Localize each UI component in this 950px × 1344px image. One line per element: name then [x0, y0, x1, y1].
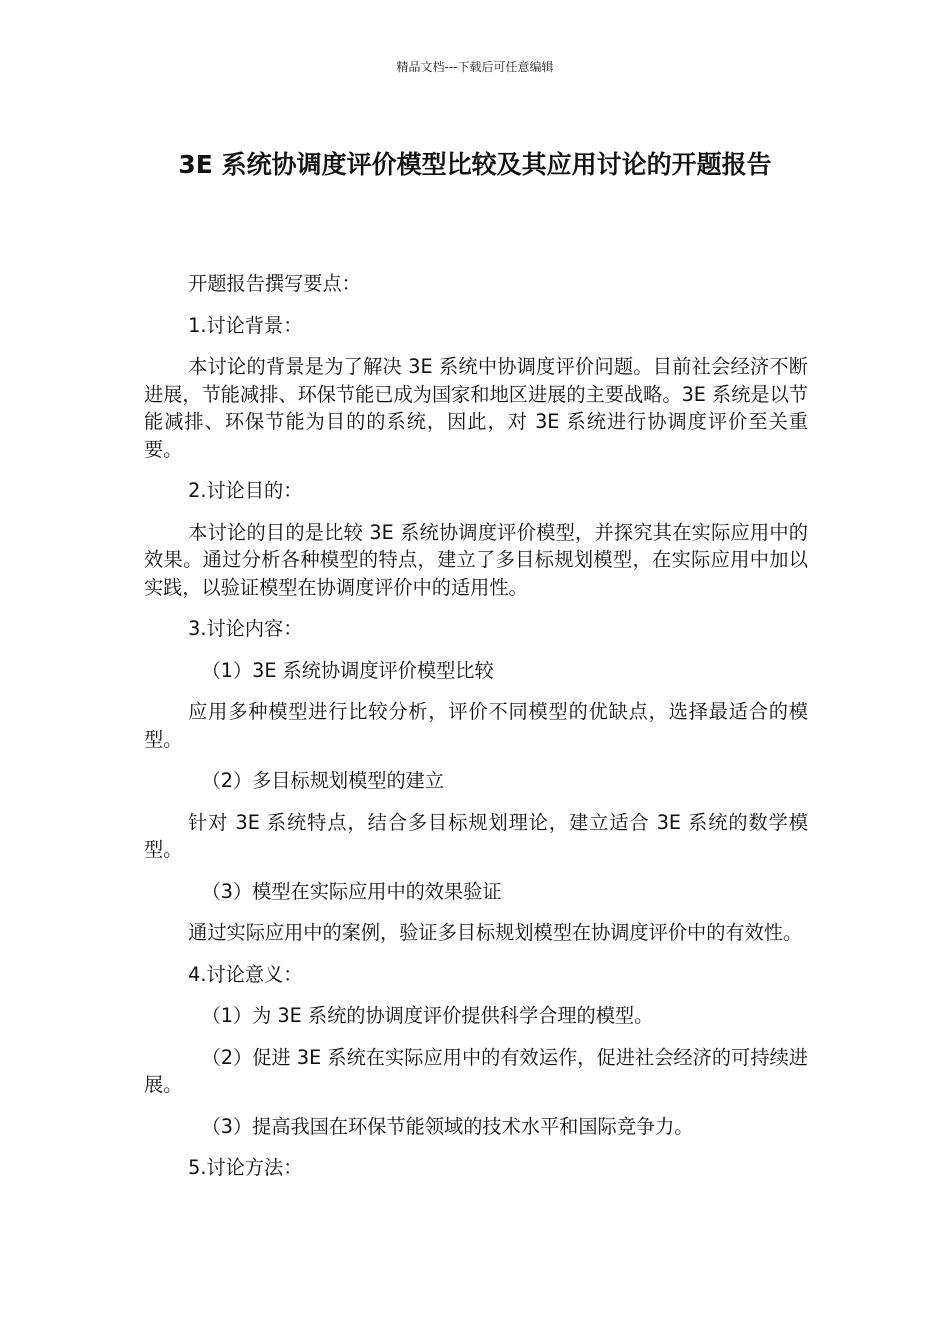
- section-heading-significance: 4.讨论意义：: [188, 962, 303, 986]
- significance-item-1: （1）为 3E 系统的协调度评价提供科学合理的模型。: [201, 1004, 654, 1027]
- intro-line: 开题报告撰写要点：: [188, 272, 361, 295]
- section-heading-background: 1.讨论背景：: [188, 313, 303, 337]
- document-title: 3E 系统协调度评价模型比较及其应用讨论的开题报告: [178, 150, 772, 179]
- significance-item-2: （2）促进 3E 系统在实际应用中的有效运作，促进社会经济的可持续进展。: [144, 1045, 808, 1096]
- content-item-2: （2）多目标规划模型的建立: [201, 769, 445, 792]
- significance-item-3: （3）提高我国在环保节能领域的技术水平和国际竞争力。: [201, 1114, 694, 1138]
- document-body: [144, 270, 808, 1196]
- background-paragraph: 本讨论的背景是为了解决 3E 系统中协调度评价问题。目前社会经济不断进展，节能减排、环保节能已成为国家和地区进展的主要战略。3E 系统是以节能减排、环保节能为目的的系统，因此，对 3E 系统进行协调度评价至关重要。: [144, 355, 808, 461]
- page-header: 精品文档---下载后可任意编辑: [396, 60, 554, 74]
- content-item-1-paragraph: 应用多种模型进行比较分析，评价不同模型的优缺点，选择最适合的模型。: [144, 700, 808, 751]
- section-heading-content: 3.讨论内容：: [188, 617, 303, 640]
- content-item-3: （3）模型在实际应用中的效果验证: [201, 879, 502, 903]
- section-heading-method: 5.讨论方法：: [188, 1156, 303, 1179]
- content-item-2-paragraph: 针对 3E 系统特点，结合多目标规划理论，建立适合 3E 系统的数学模型。: [144, 810, 808, 861]
- purpose-paragraph: 本讨论的目的是比较 3E 系统协调度评价模型，并探究其在实际应用中的效果。通过分析各种模型的特点，建立了多目标规划模型，在实际应用中加以实践，以验证模型在协调度评价中的适用性。: [144, 520, 808, 599]
- content-item-1: （1）3E 系统协调度评价模型比较: [201, 658, 494, 682]
- content-item-3-paragraph: 通过实际应用中的案例，验证多目标规划模型在协调度评价中的有效性。: [188, 921, 803, 944]
- section-heading-purpose: 2.讨论目的：: [188, 479, 303, 502]
